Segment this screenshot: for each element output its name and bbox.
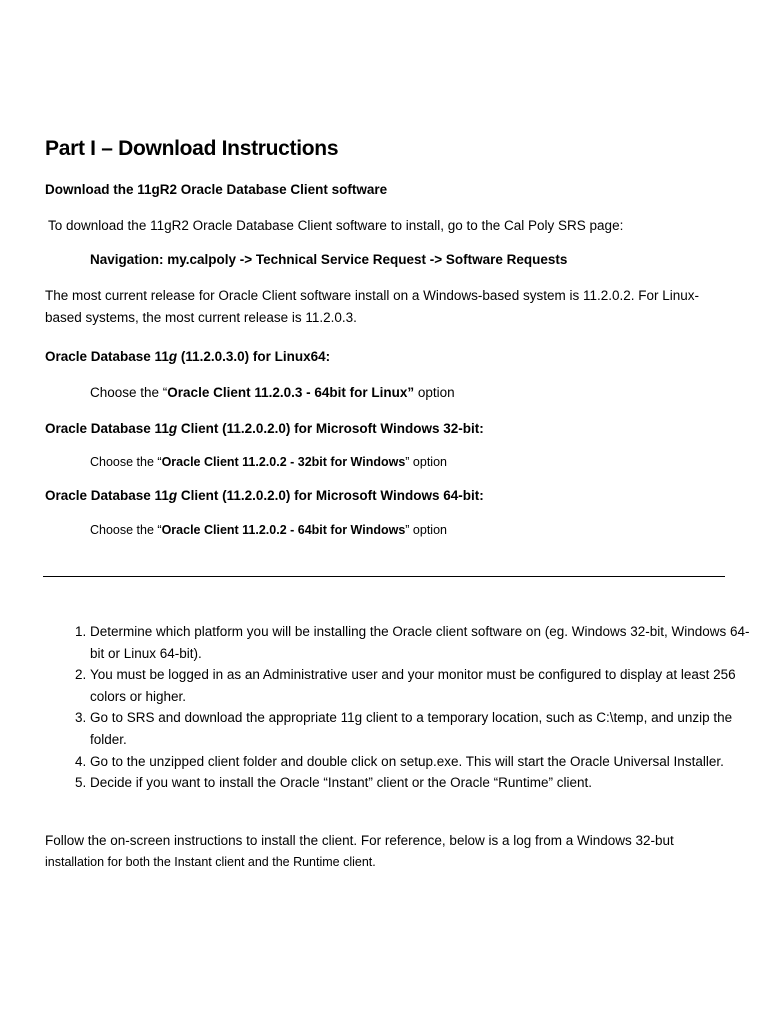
footer-line-2: installation for both the Instant client and the Runtime client.: [45, 855, 376, 869]
list-item: 2. You must be logged in as an Administrative user and your monitor must be configured to display at least 256 colors or higher.: [90, 664, 750, 707]
page-title: Part I – Download Instructions: [45, 137, 339, 160]
release-line-1: The most current release for Oracle Client software install on a Windows-based system is 11.2.0.2. For Linux-: [45, 288, 700, 303]
section-linux64-choose: Choose the “Oracle Client 11.2.0.3 - 64bit for Linux” option: [90, 385, 455, 400]
list-item: 3. Go to SRS and download the appropriate 11g client to a temporary location, such as C:\temp, and unzip the folder.: [90, 707, 750, 750]
section-win64-title: Oracle Database 11g Client (11.2.0.2.0) for Microsoft Windows 64-bit:: [45, 488, 484, 503]
release-line-2: based systems, the most current release is 11.2.0.3.: [45, 310, 357, 325]
footer-line-1: Follow the on-screen instructions to install the client. For reference, below is a log from a Windows 32-but: [45, 833, 674, 848]
horizontal-divider: [43, 576, 725, 577]
list-item: 1. Determine which platform you will be installing the Oracle client software on (eg. Windows 32-bit, Windows 64-bit or Linux 64-bit).: [90, 621, 750, 664]
footer-paragraph: [45, 830, 745, 872]
navigation-path: Navigation: my.calpoly -> Technical Service Request -> Software Requests: [90, 252, 568, 267]
section-win32-title: Oracle Database 11g Client (11.2.0.2.0) for Microsoft Windows 32-bit:: [45, 421, 484, 436]
section-win64-choose: Choose the “Oracle Client 11.2.0.2 - 64bit for Windows” option: [90, 523, 447, 537]
list-item: 5. Decide if you want to install the Oracle “Instant” client or the Oracle “Runtime” client.: [90, 772, 750, 794]
section-win32-choose: Choose the “Oracle Client 11.2.0.2 - 32bit for Windows” option: [90, 455, 447, 469]
section-linux64-title: Oracle Database 11g (11.2.0.3.0) for Linux64:: [45, 349, 331, 364]
install-steps-list: [45, 621, 750, 794]
release-paragraph: [45, 285, 735, 329]
section-subheading: Download the 11gR2 Oracle Database Client software: [45, 182, 388, 197]
intro-text: To download the 11gR2 Oracle Database Client software to install, go to the Cal Poly SRS page:: [48, 218, 624, 233]
list-item: 4. Go to the unzipped client folder and double click on setup.exe. This will start the Oracle Universal Installer.: [90, 751, 750, 773]
